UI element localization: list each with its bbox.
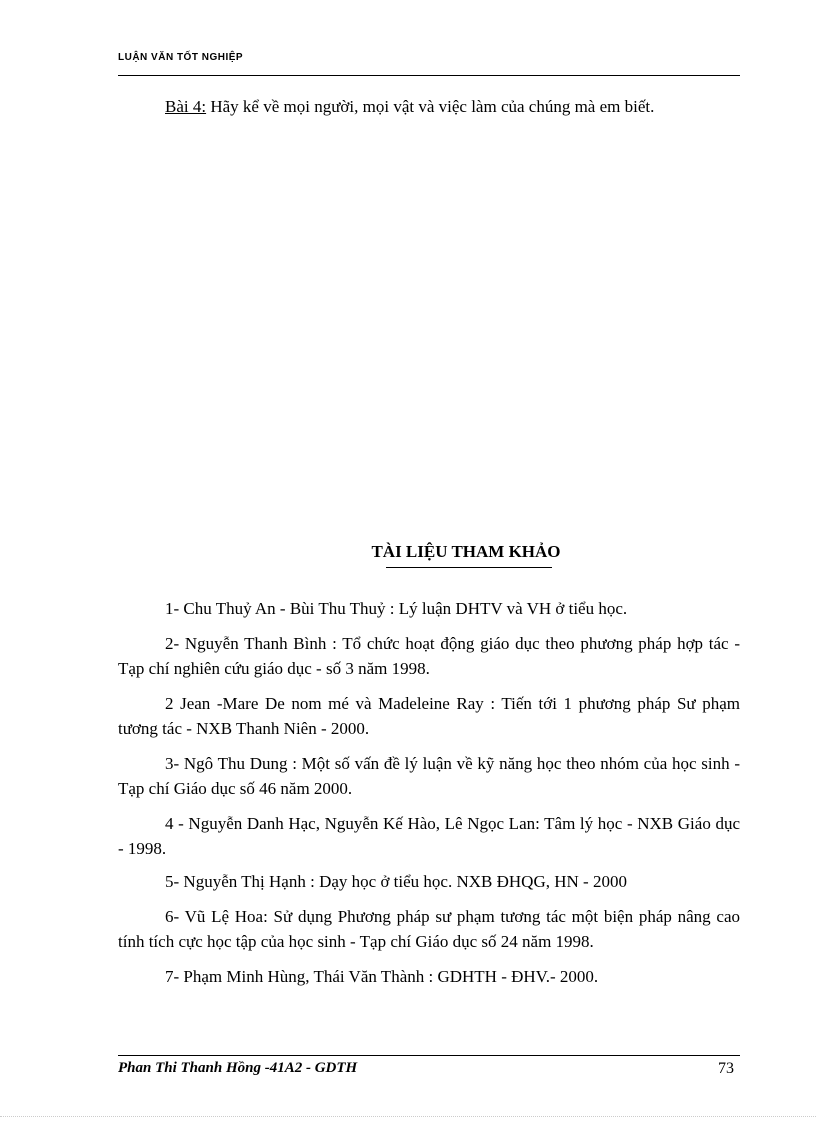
page-boundary (0, 1116, 816, 1117)
reference-item: 4 - Nguyễn Danh Hạc, Nguyễn Kế Hào, Lê Ngọc Lan: Tâm lý học - NXB Giáo dục - 1998. (118, 814, 740, 858)
exercise-text: Hãy kể về mọi người, mọi vật và việc làm của chúng mà em biết. (206, 97, 655, 116)
header-rule (118, 75, 740, 76)
reference-item: 2 Jean -Mare De nom mé và Madeleine Ray : Tiến tới 1 phương pháp Sư phạm tương tác - NXB Thanh Niên - 2000. (118, 694, 740, 738)
references-title: TÀI LIỆU THAM KHẢO (371, 542, 561, 561)
reference-item: 3- Ngô Thu Dung : Một số vấn đề lý luận về kỹ năng học theo nhóm của học sinh - Tạp chí Giáo dục số 46 năm 2000. (118, 754, 740, 798)
reference-item: 6- Vũ Lệ Hoa: Sử dụng Phương pháp sư phạm tương tác một biện pháp nâng cao tính tích cực học tập của học sinh - Tạp chí Giáo dục số 24 năm 1998. (118, 907, 740, 951)
running-header: LUẬN VĂN TỐT NGHIỆP (118, 52, 244, 63)
title-underline (386, 567, 552, 568)
footer-author: Phan Thi Thanh Hồng -41A2 - GDTH (118, 1060, 358, 1076)
reference-item: 5- Nguyễn Thị Hạnh : Dạy học ở tiểu học. NXB ĐHQG, HN - 2000 (165, 872, 627, 891)
reference-item: 1- Chu Thuỷ An - Bùi Thu Thuỷ : Lý luận DHTV và VH ở tiểu học. (165, 599, 628, 618)
page-number: 73 (718, 1060, 734, 1077)
reference-item: 2- Nguyễn Thanh Bình : Tổ chức hoạt động giáo dục theo phương pháp hợp tác - Tạp chí nghiên cứu giáo dục - số 3 năm 1998. (118, 634, 740, 678)
exercise-4 (165, 97, 654, 117)
footer-rule (118, 1055, 740, 1056)
exercise-label: Bài 4: (165, 97, 207, 116)
reference-item: 7- Phạm Minh Hùng, Thái Văn Thành : GDHTH - ĐHV.- 2000. (165, 967, 599, 986)
